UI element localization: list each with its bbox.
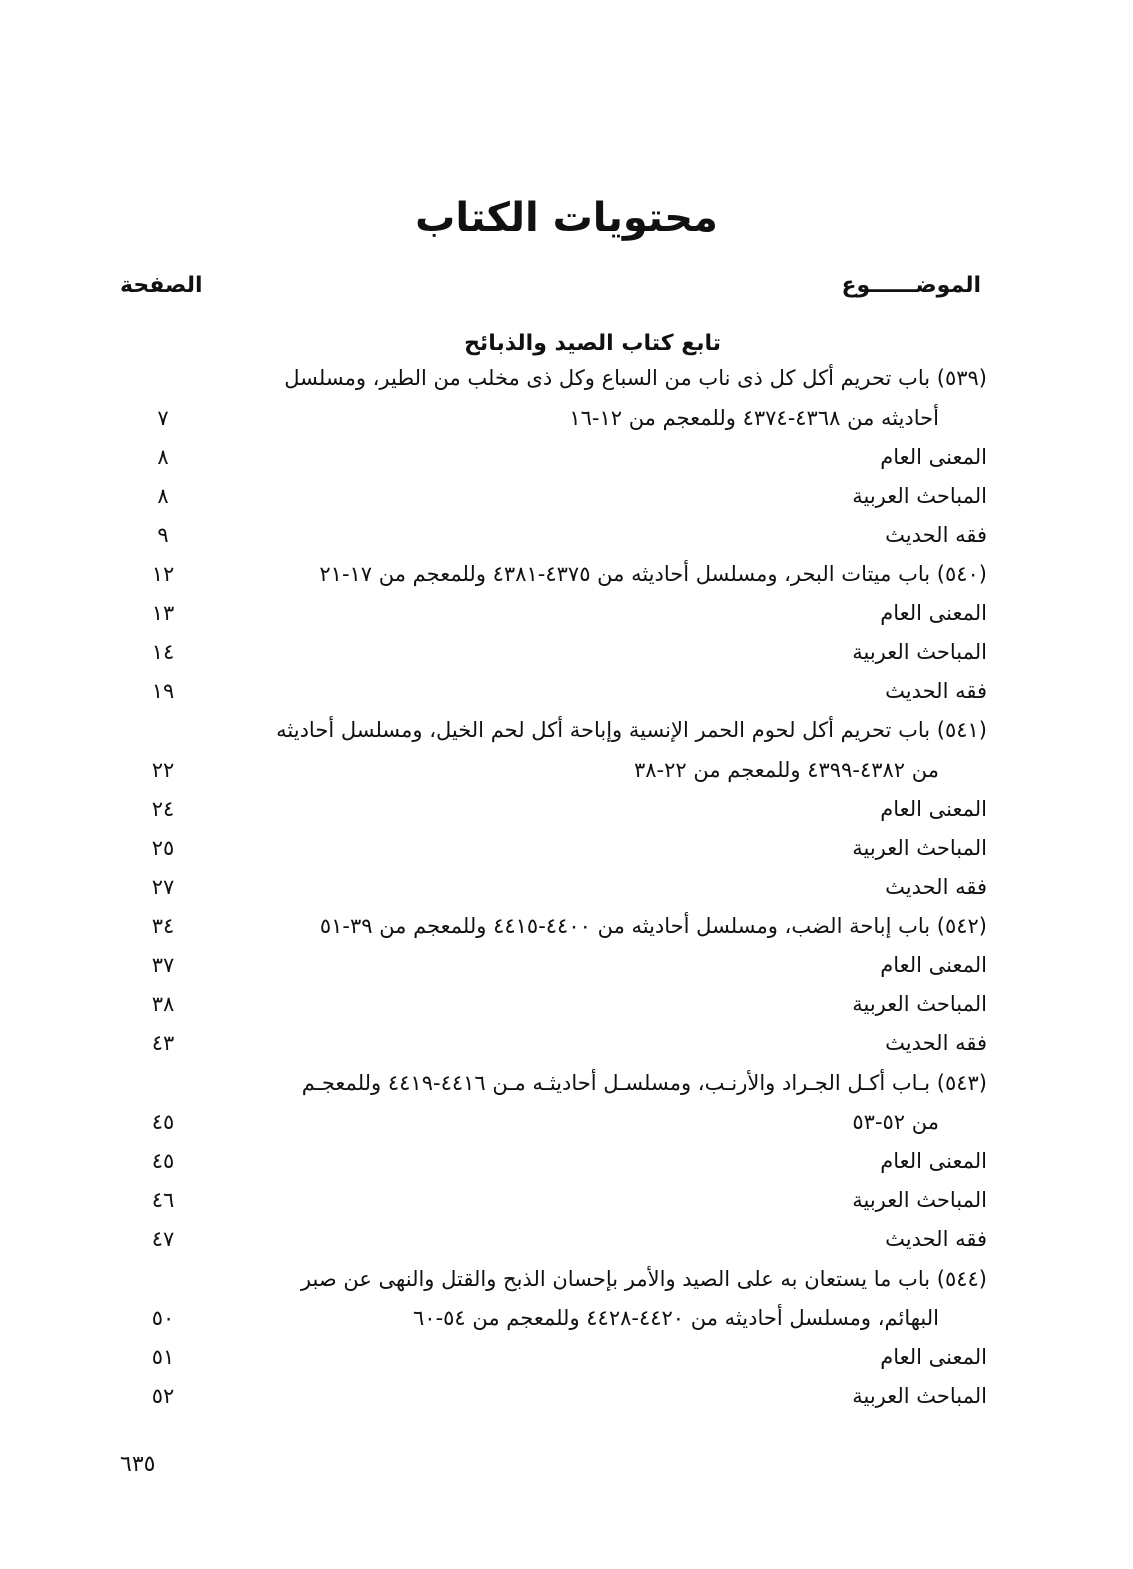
toc-entry-text: المباحث العربية <box>852 1188 987 1212</box>
toc-entry-text: المباحث العربية <box>852 640 987 664</box>
toc-entry-text: من ٤٣٨٢-٤٣٩٩ وللمعجم من ٢٢-٣٨ <box>633 758 939 782</box>
toc-entry-page: ٧ <box>157 406 169 430</box>
toc-entry-page: ٤٦ <box>151 1188 175 1212</box>
toc-entry-text: من ٥٢-٥٣ <box>852 1110 939 1134</box>
toc-entry-page: ١٢ <box>151 562 175 586</box>
toc-entry-text: المباحث العربية <box>852 992 987 1016</box>
toc-entry-text: (٥٤٢) باب إباحة الضب، ومسلسل أحاديثه من ٤٤٠٠-٤٤١٥ وللمعجم من ٣٩-٥١ <box>319 914 987 938</box>
toc-entry-text: أحاديثه من ٤٣٦٨-٤٣٧٤ وللمعجم من ١٢-١٦ <box>569 406 939 430</box>
toc-entry-text: فقه الحديث <box>885 1031 987 1055</box>
toc-entry-page: ٨ <box>157 484 169 508</box>
toc-entry-page: ٢٥ <box>151 836 175 860</box>
toc-entry-text: فقه الحديث <box>885 523 987 547</box>
toc-entry-text: المباحث العربية <box>852 1384 987 1408</box>
toc-entry-page: ٣٧ <box>151 953 175 977</box>
toc-entry-page: ٢٢ <box>151 758 175 782</box>
toc-entry-text: المعنى العام <box>880 601 987 625</box>
toc-entry-text: المعنى العام <box>880 445 987 469</box>
page-title: محتويات الكتاب <box>415 195 718 241</box>
toc-entry-page: ١٣ <box>151 601 175 625</box>
toc-entry-page: ٤٥ <box>151 1110 175 1134</box>
toc-entry-text: (٥٤٣) بـاب أكـل الجـراد والأرنـب، ومسلسـل أحاديثـه مـن ٤٤١٦-٤٤١٩ وللمعجـم <box>301 1071 987 1095</box>
toc-entry-text: فقه الحديث <box>885 875 987 899</box>
toc-entry-page: ٤٧ <box>151 1227 175 1251</box>
toc-entry-page: ٤٣ <box>151 1031 175 1055</box>
toc-entry-page: ٤٥ <box>151 1149 175 1173</box>
toc-entry-page: ٢٤ <box>151 797 175 821</box>
toc-entry-page: ٥٠ <box>151 1306 175 1330</box>
toc-entry-text: (٥٤٠) باب ميتات البحر، ومسلسل أحاديثه من ٤٣٧٥-٤٣٨١ وللمعجم من ١٧-٢١ <box>319 562 987 586</box>
page-column-header: الصفحة <box>120 273 203 298</box>
page-number: ٦٣٥ <box>120 1452 156 1477</box>
section-heading: تابع كتاب الصيد والذبائح <box>464 331 721 356</box>
toc-entry-page: ٨ <box>157 445 169 469</box>
toc-entry-page: ٣٤ <box>151 914 175 938</box>
toc-entry-page: ٥٢ <box>151 1384 175 1408</box>
toc-entry-page: ٥١ <box>151 1345 175 1369</box>
toc-entry-text: (٥٤٤) باب ما يستعان به على الصيد والأمر بإحسان الذبح والقتل والنهى عن صبر <box>300 1267 987 1291</box>
toc-entry-page: ٢٧ <box>151 875 175 899</box>
toc-entry-text: المباحث العربية <box>852 484 987 508</box>
toc-entry-page: ١٩ <box>151 679 175 703</box>
toc-entry-page: ٣٨ <box>151 992 175 1016</box>
toc-entry-text: المباحث العربية <box>852 836 987 860</box>
toc-entry-text: (٥٤١) باب تحريم أكل لحوم الحمر الإنسية وإباحة أكل لحم الخيل، ومسلسل أحاديثه <box>276 718 987 742</box>
toc-entry-text: البهائم، ومسلسل أحاديثه من ٤٤٢٠-٤٤٢٨ وللمعجم من ٥٤-٦٠ <box>413 1306 939 1330</box>
toc-entry-text: المعنى العام <box>880 797 987 821</box>
topic-column-header: الموضــــــوع <box>841 273 981 298</box>
toc-entry-page: ١٤ <box>151 640 175 664</box>
toc-entry-page: ٩ <box>157 523 169 547</box>
toc-entry-text: فقه الحديث <box>885 1227 987 1251</box>
toc-entry-text: (٥٣٩) باب تحريم أكل كل ذى ناب من السباع وكل ذى مخلب من الطير، ومسلسل <box>284 366 987 390</box>
toc-entry-text: فقه الحديث <box>885 679 987 703</box>
toc-entry-text: المعنى العام <box>880 1149 987 1173</box>
toc-entry-text: المعنى العام <box>880 1345 987 1369</box>
toc-entry-text: المعنى العام <box>880 953 987 977</box>
